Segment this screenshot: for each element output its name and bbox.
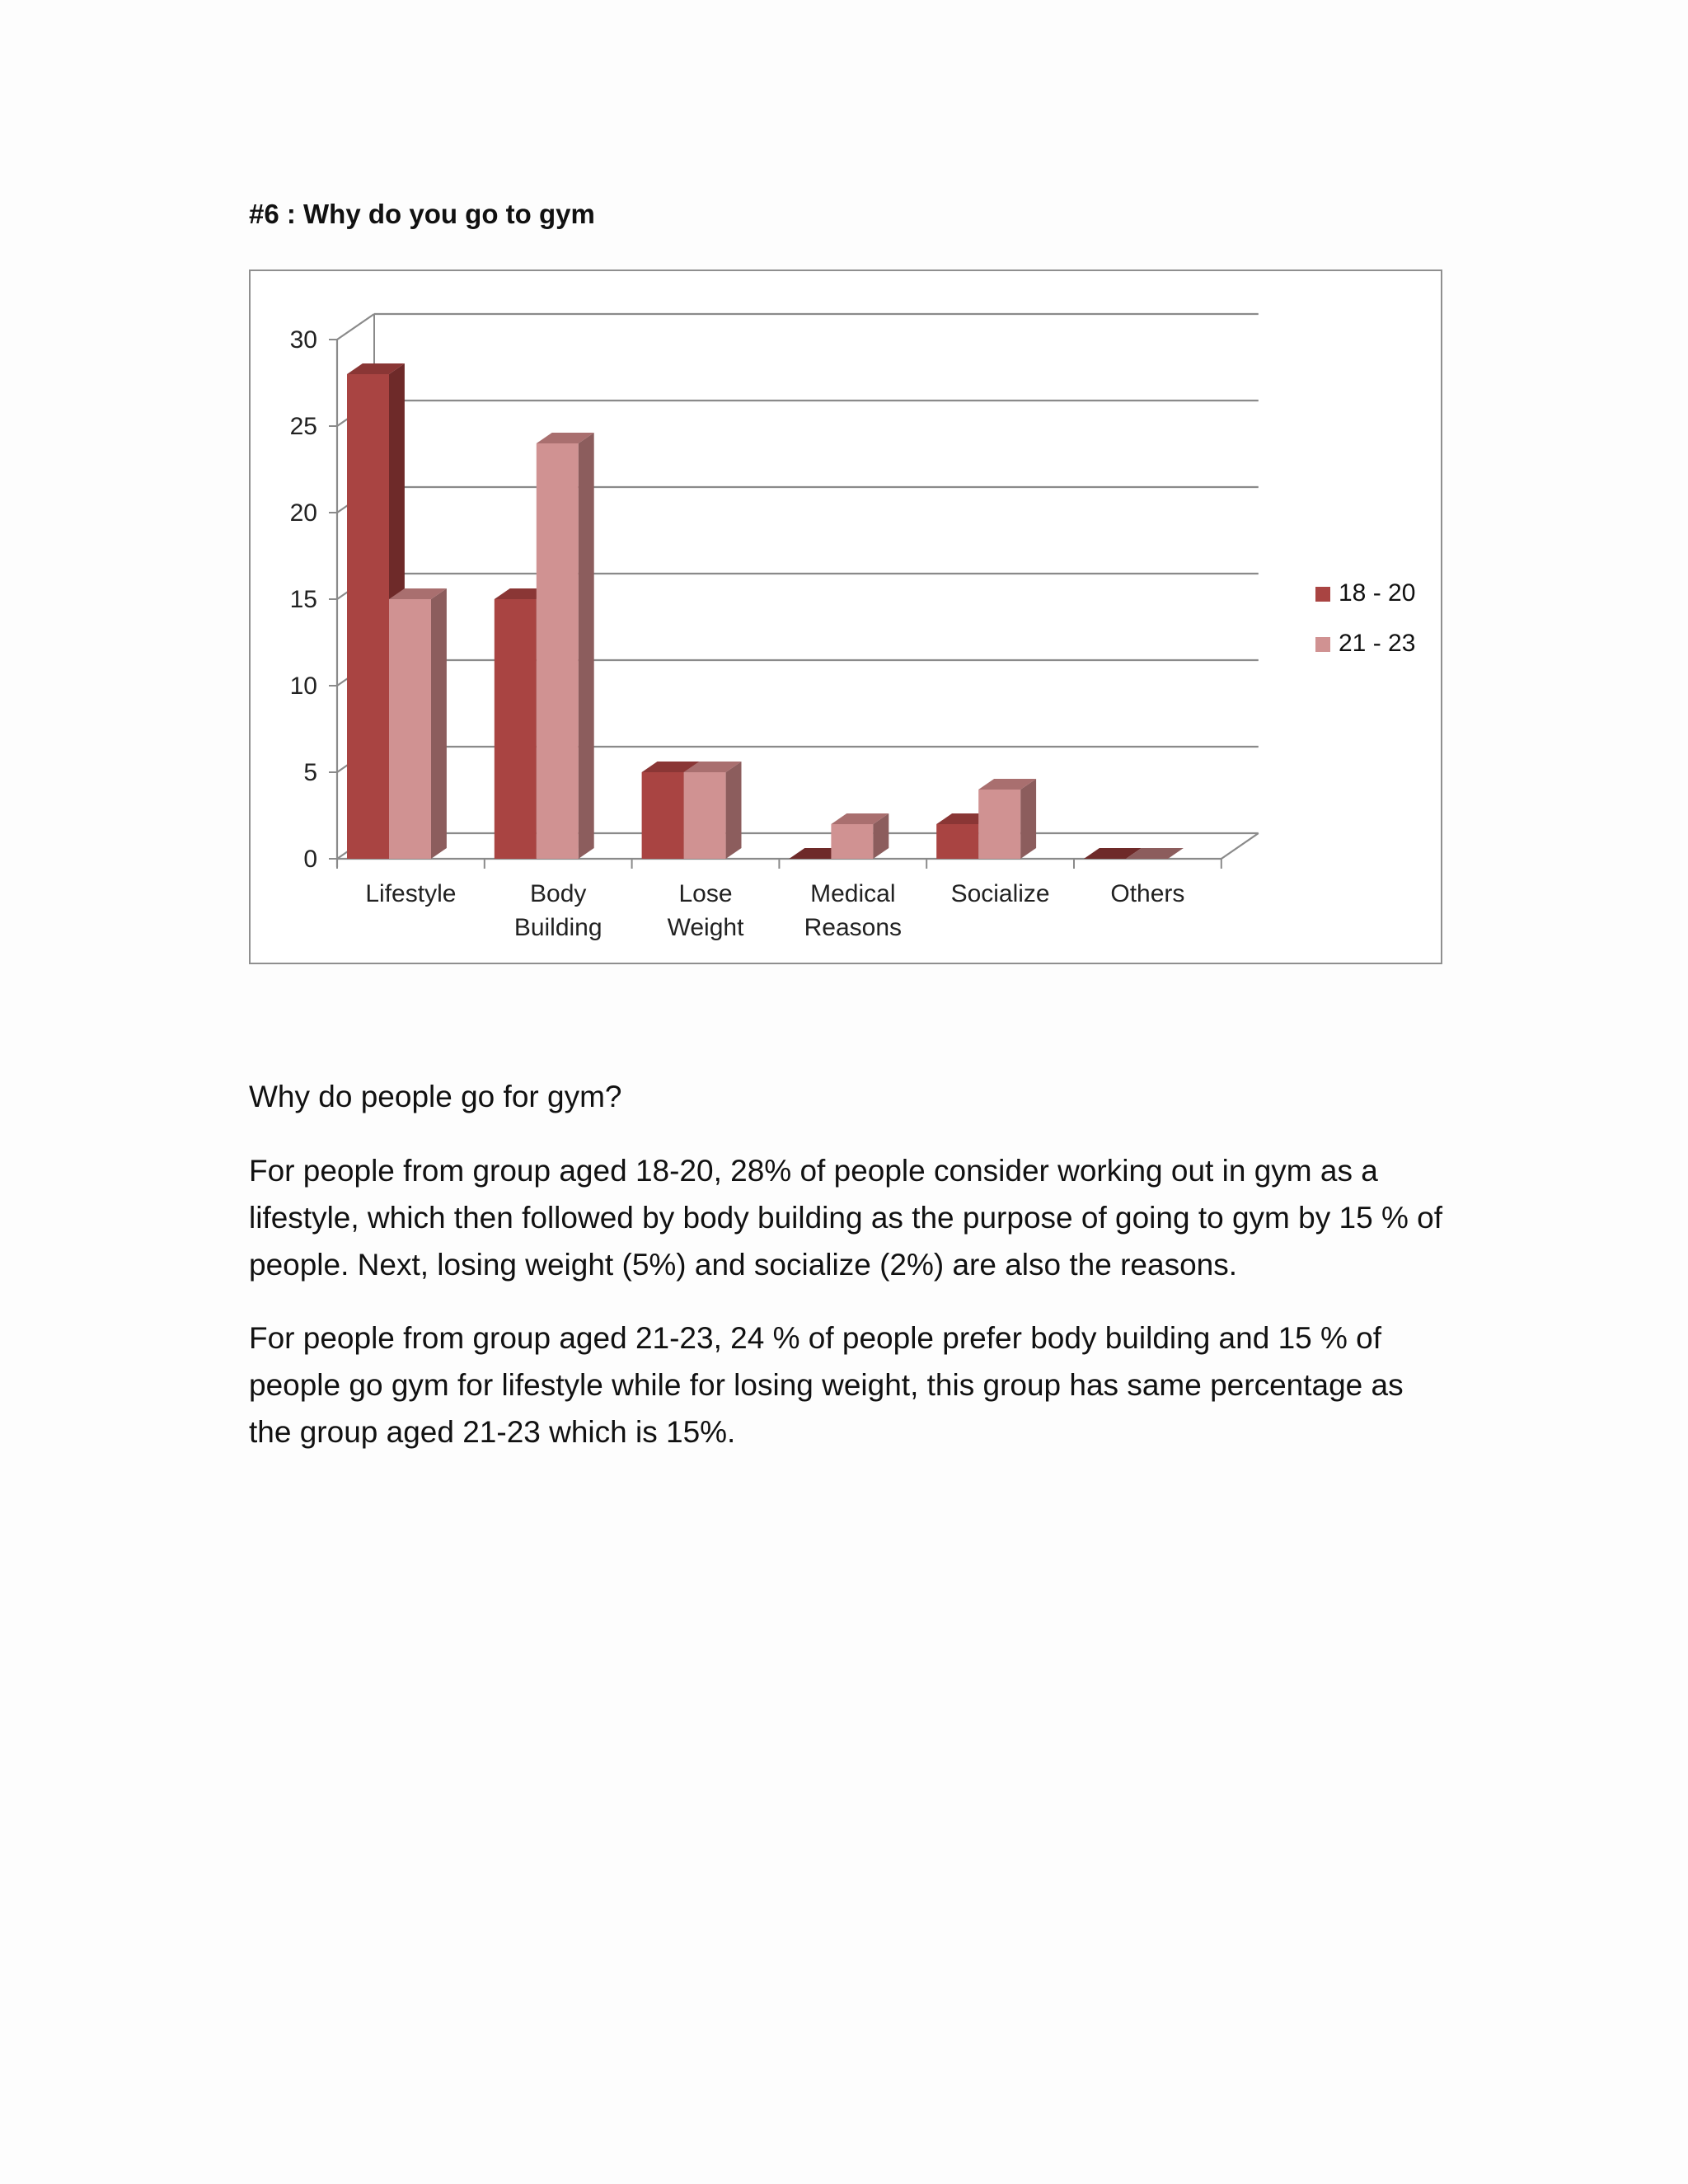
x-tick-label-3-1: Reasons bbox=[804, 914, 903, 941]
bar-21-23-3 bbox=[831, 824, 873, 859]
y-tick-label-3: 15 bbox=[289, 586, 317, 613]
x-tick-label-2-1: Weight bbox=[667, 914, 744, 941]
gridline-side-6 bbox=[337, 314, 374, 340]
y-tick-label-2: 10 bbox=[289, 673, 317, 700]
bar-21-23-4 bbox=[978, 790, 1020, 859]
paragraph-group-18-20: For people from group aged 18-20, 28% of people consider working out in gym as a lifestyle, which then followed by body building as the purpose of going to gym by 15 % of people. Next, losing weight (5%) and socialize (2%) are also the reasons. bbox=[249, 1154, 1442, 1282]
floor-right-edge bbox=[1221, 833, 1259, 859]
bar-18-20-0 bbox=[347, 374, 389, 859]
legend-label-0: 18 - 20 bbox=[1339, 579, 1416, 607]
bar-18-20-4 bbox=[936, 824, 978, 859]
paragraph-group-21-23: For people from group aged 21-23, 24 % of people prefer body building and 15 % of people go gym for lifestyle while for losing weight, this group has same percentage as the group aged 21-23 which is 15%. bbox=[249, 1321, 1404, 1449]
bar-21-23-4-side bbox=[1020, 779, 1036, 859]
y-tick-label-4: 20 bbox=[289, 499, 317, 527]
bar-21-23-2-side bbox=[726, 762, 742, 859]
x-tick-label-2-0: Lose bbox=[678, 880, 733, 907]
y-tick-label-6: 30 bbox=[289, 326, 317, 354]
x-tick-label-4-0: Socialize bbox=[950, 880, 1050, 907]
legend-swatch-1 bbox=[1315, 637, 1330, 652]
x-tick-label-1-1: Building bbox=[513, 914, 603, 941]
y-tick-label-5: 25 bbox=[289, 413, 317, 440]
page-title: #6 : Why do you go to gym bbox=[249, 199, 595, 229]
y-tick-label-0: 0 bbox=[303, 846, 317, 873]
bar-18-20-1 bbox=[495, 599, 537, 859]
x-tick-label-0-0: Lifestyle bbox=[365, 880, 457, 907]
y-tick-label-1: 5 bbox=[303, 759, 317, 786]
bar-21-23-1-side bbox=[579, 433, 594, 859]
bar-chart-svg bbox=[251, 271, 1441, 963]
section-question: Why do people go for gym? bbox=[249, 1080, 622, 1113]
bar-21-23-1 bbox=[537, 443, 579, 859]
x-tick-label-1-0: Body bbox=[530, 880, 587, 907]
bar-21-23-0-side bbox=[431, 588, 447, 859]
legend-label-1: 21 - 23 bbox=[1339, 630, 1416, 657]
x-tick-label-3-0: Medical bbox=[810, 880, 896, 907]
bar-21-23-2 bbox=[684, 772, 726, 859]
bar-chart bbox=[249, 269, 1442, 964]
legend-swatch-0 bbox=[1315, 587, 1330, 602]
bar-21-23-0 bbox=[389, 599, 431, 859]
bar-18-20-2 bbox=[642, 772, 684, 859]
x-tick-label-5-0: Others bbox=[1110, 880, 1185, 907]
